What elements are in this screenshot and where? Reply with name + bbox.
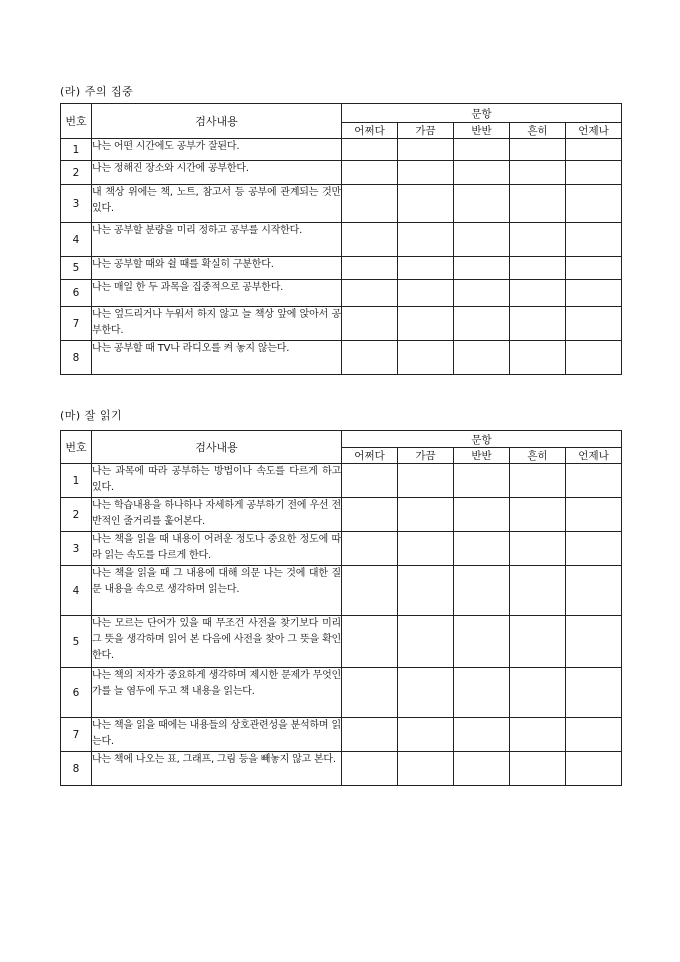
response-cell[interactable] bbox=[454, 532, 510, 566]
response-cell[interactable] bbox=[342, 532, 398, 566]
response-cell[interactable] bbox=[342, 498, 398, 532]
response-cell[interactable] bbox=[342, 139, 398, 161]
response-cell[interactable] bbox=[454, 616, 510, 668]
response-cell[interactable] bbox=[398, 161, 454, 185]
row-text: 나는 책을 읽을 때 내용이 어려운 정도나 중요한 정도에 따라 읽는 속도를 다르게 한다. bbox=[92, 532, 342, 566]
table-row bbox=[61, 616, 622, 668]
response-cell[interactable] bbox=[510, 668, 566, 718]
header-option: 흔히 bbox=[510, 123, 566, 139]
header-content: 검사내용 bbox=[92, 104, 342, 139]
response-cell[interactable] bbox=[510, 257, 566, 280]
row-text: 나는 공부할 분량을 미리 정하고 공부를 시작한다. bbox=[92, 223, 342, 257]
row-text: 나는 엎드리거나 누워서 하지 않고 늘 책상 앞에 앉아서 공부한다. bbox=[92, 307, 342, 341]
response-cell[interactable] bbox=[398, 280, 454, 307]
table-row bbox=[61, 341, 622, 375]
response-cell[interactable] bbox=[398, 532, 454, 566]
response-cell[interactable] bbox=[510, 161, 566, 185]
response-cell[interactable] bbox=[398, 185, 454, 223]
table-row bbox=[61, 223, 622, 257]
response-cell[interactable] bbox=[342, 616, 398, 668]
response-cell[interactable] bbox=[454, 498, 510, 532]
table-row bbox=[61, 161, 622, 185]
response-cell[interactable] bbox=[342, 257, 398, 280]
response-cell[interactable] bbox=[566, 498, 622, 532]
header-option: 가끔 bbox=[398, 448, 454, 464]
response-cell[interactable] bbox=[454, 257, 510, 280]
response-cell[interactable] bbox=[510, 616, 566, 668]
response-cell[interactable] bbox=[454, 161, 510, 185]
row-text: 나는 책에 나오는 표, 그래프, 그림 등을 빼놓지 않고 본다. bbox=[92, 752, 342, 786]
header-content: 검사내용 bbox=[92, 431, 342, 464]
response-cell[interactable] bbox=[566, 185, 622, 223]
table-row bbox=[61, 139, 622, 161]
row-text: 나는 책의 저자가 중요하게 생각하며 제시한 문제가 무엇인가를 늘 염두에 두고 책 내용을 읽는다. bbox=[92, 668, 342, 718]
row-text: 나는 매일 한 두 과목을 집중적으로 공부한다. bbox=[92, 280, 342, 307]
response-cell[interactable] bbox=[342, 280, 398, 307]
response-cell[interactable] bbox=[398, 752, 454, 786]
table-row bbox=[61, 307, 622, 341]
row-number: 3 bbox=[61, 532, 92, 566]
table-row bbox=[61, 280, 622, 307]
response-cell[interactable] bbox=[342, 566, 398, 616]
response-cell[interactable] bbox=[510, 566, 566, 616]
response-cell[interactable] bbox=[398, 257, 454, 280]
row-number: 1 bbox=[61, 464, 92, 498]
row-number: 1 bbox=[61, 139, 92, 161]
response-cell[interactable] bbox=[566, 566, 622, 616]
response-cell[interactable] bbox=[398, 139, 454, 161]
row-text: 나는 모르는 단어가 있을 때 무조건 사전을 찾기보다 미리 그 뜻을 생각하며 읽어 본 다음에 사전을 찾아 그 뜻을 확인한다. bbox=[92, 616, 342, 668]
response-cell[interactable] bbox=[454, 752, 510, 786]
response-cell[interactable] bbox=[342, 185, 398, 223]
response-cell[interactable] bbox=[398, 566, 454, 616]
header-number: 번호 bbox=[61, 104, 92, 139]
response-cell[interactable] bbox=[510, 223, 566, 257]
row-text: 나는 책을 읽을 때에는 내용들의 상호관련성을 분석하며 읽는다. bbox=[92, 718, 342, 752]
row-text: 나는 학습내용을 하나하나 자세하게 공부하기 전에 우선 전반적인 줄거리를 훑어본다. bbox=[92, 498, 342, 532]
response-cell[interactable] bbox=[398, 718, 454, 752]
response-cell[interactable] bbox=[454, 341, 510, 375]
row-text: 나는 어떤 시간에도 공부가 잘된다. bbox=[92, 139, 342, 161]
header-option: 어쩌다 bbox=[342, 123, 398, 139]
row-text: 나는 공부할 때와 쉴 때를 확실히 구분한다. bbox=[92, 257, 342, 280]
survey-table-attention bbox=[60, 103, 622, 375]
response-cell[interactable] bbox=[566, 752, 622, 786]
response-cell[interactable] bbox=[342, 464, 398, 498]
header-option: 언제나 bbox=[566, 123, 622, 139]
row-number: 7 bbox=[61, 307, 92, 341]
response-cell[interactable] bbox=[342, 668, 398, 718]
response-cell[interactable] bbox=[454, 718, 510, 752]
response-cell[interactable] bbox=[398, 616, 454, 668]
response-cell[interactable] bbox=[342, 307, 398, 341]
header-option: 언제나 bbox=[566, 448, 622, 464]
table-row bbox=[61, 566, 622, 616]
section-title-attention: (라) 주의 집중 bbox=[60, 85, 134, 98]
response-cell[interactable] bbox=[510, 752, 566, 786]
response-cell[interactable] bbox=[510, 718, 566, 752]
row-text: 나는 공부할 때 TV나 라디오를 켜 놓지 않는다. bbox=[92, 341, 342, 375]
row-number: 3 bbox=[61, 185, 92, 223]
response-cell[interactable] bbox=[398, 498, 454, 532]
response-cell[interactable] bbox=[510, 498, 566, 532]
header-number: 번호 bbox=[61, 431, 92, 464]
header-option: 반반 bbox=[454, 448, 510, 464]
response-cell[interactable] bbox=[342, 161, 398, 185]
response-cell[interactable] bbox=[566, 257, 622, 280]
response-cell[interactable] bbox=[510, 464, 566, 498]
row-number: 4 bbox=[61, 223, 92, 257]
row-number: 6 bbox=[61, 668, 92, 718]
response-cell[interactable] bbox=[510, 307, 566, 341]
response-cell[interactable] bbox=[454, 464, 510, 498]
table-row bbox=[61, 752, 622, 786]
row-text: 나는 정해진 장소와 시간에 공부한다. bbox=[92, 161, 342, 185]
survey-table-reading bbox=[60, 430, 622, 786]
response-cell[interactable] bbox=[510, 280, 566, 307]
response-cell[interactable] bbox=[454, 139, 510, 161]
row-number: 7 bbox=[61, 718, 92, 752]
response-cell[interactable] bbox=[398, 223, 454, 257]
row-number: 4 bbox=[61, 566, 92, 616]
response-cell[interactable] bbox=[398, 464, 454, 498]
response-cell[interactable] bbox=[566, 307, 622, 341]
table-row bbox=[61, 498, 622, 532]
row-number: 5 bbox=[61, 257, 92, 280]
response-cell[interactable] bbox=[454, 185, 510, 223]
response-cell[interactable] bbox=[342, 752, 398, 786]
row-number: 5 bbox=[61, 616, 92, 668]
header-response-group: 문항 bbox=[342, 104, 622, 123]
row-number: 8 bbox=[61, 341, 92, 375]
header-option: 흔히 bbox=[510, 448, 566, 464]
response-cell[interactable] bbox=[566, 668, 622, 718]
response-cell[interactable] bbox=[342, 718, 398, 752]
row-number: 6 bbox=[61, 280, 92, 307]
response-cell[interactable] bbox=[566, 718, 622, 752]
row-number: 8 bbox=[61, 752, 92, 786]
response-cell[interactable] bbox=[510, 341, 566, 375]
response-cell[interactable] bbox=[566, 161, 622, 185]
row-text: 내 책상 위에는 책, 노트, 참고서 등 공부에 관계되는 것만 있다. bbox=[92, 185, 342, 223]
response-cell[interactable] bbox=[454, 307, 510, 341]
row-text: 나는 책을 읽을 때 그 내용에 대해 의문 나는 것에 대한 질문 내용을 속으로 생각하며 읽는다. bbox=[92, 566, 342, 616]
response-cell[interactable] bbox=[342, 223, 398, 257]
table-row bbox=[61, 185, 622, 223]
response-cell[interactable] bbox=[566, 341, 622, 375]
response-cell[interactable] bbox=[566, 223, 622, 257]
table-row bbox=[61, 668, 622, 718]
header-option: 가끔 bbox=[398, 123, 454, 139]
response-cell[interactable] bbox=[566, 532, 622, 566]
response-cell[interactable] bbox=[398, 341, 454, 375]
row-number: 2 bbox=[61, 161, 92, 185]
table-row bbox=[61, 718, 622, 752]
response-cell[interactable] bbox=[510, 185, 566, 223]
header-option: 어쩌다 bbox=[342, 448, 398, 464]
response-cell[interactable] bbox=[566, 139, 622, 161]
response-cell[interactable] bbox=[566, 464, 622, 498]
response-cell[interactable] bbox=[454, 223, 510, 257]
response-cell[interactable] bbox=[566, 280, 622, 307]
response-cell[interactable] bbox=[510, 532, 566, 566]
response-cell[interactable] bbox=[454, 566, 510, 616]
response-cell[interactable] bbox=[398, 668, 454, 718]
response-cell[interactable] bbox=[342, 341, 398, 375]
table-row bbox=[61, 257, 622, 280]
response-cell[interactable] bbox=[566, 616, 622, 668]
section-title-reading: (마) 잘 읽기 bbox=[60, 409, 123, 422]
table-row bbox=[61, 464, 622, 498]
row-number: 2 bbox=[61, 498, 92, 532]
header-option: 반반 bbox=[454, 123, 510, 139]
row-text: 나는 과목에 따라 공부하는 방법이나 속도를 다르게 하고 있다. bbox=[92, 464, 342, 498]
response-cell[interactable] bbox=[398, 307, 454, 341]
response-cell[interactable] bbox=[510, 139, 566, 161]
header-response-group: 문항 bbox=[342, 431, 622, 448]
table-row bbox=[61, 532, 622, 566]
response-cell[interactable] bbox=[454, 668, 510, 718]
response-cell[interactable] bbox=[454, 280, 510, 307]
